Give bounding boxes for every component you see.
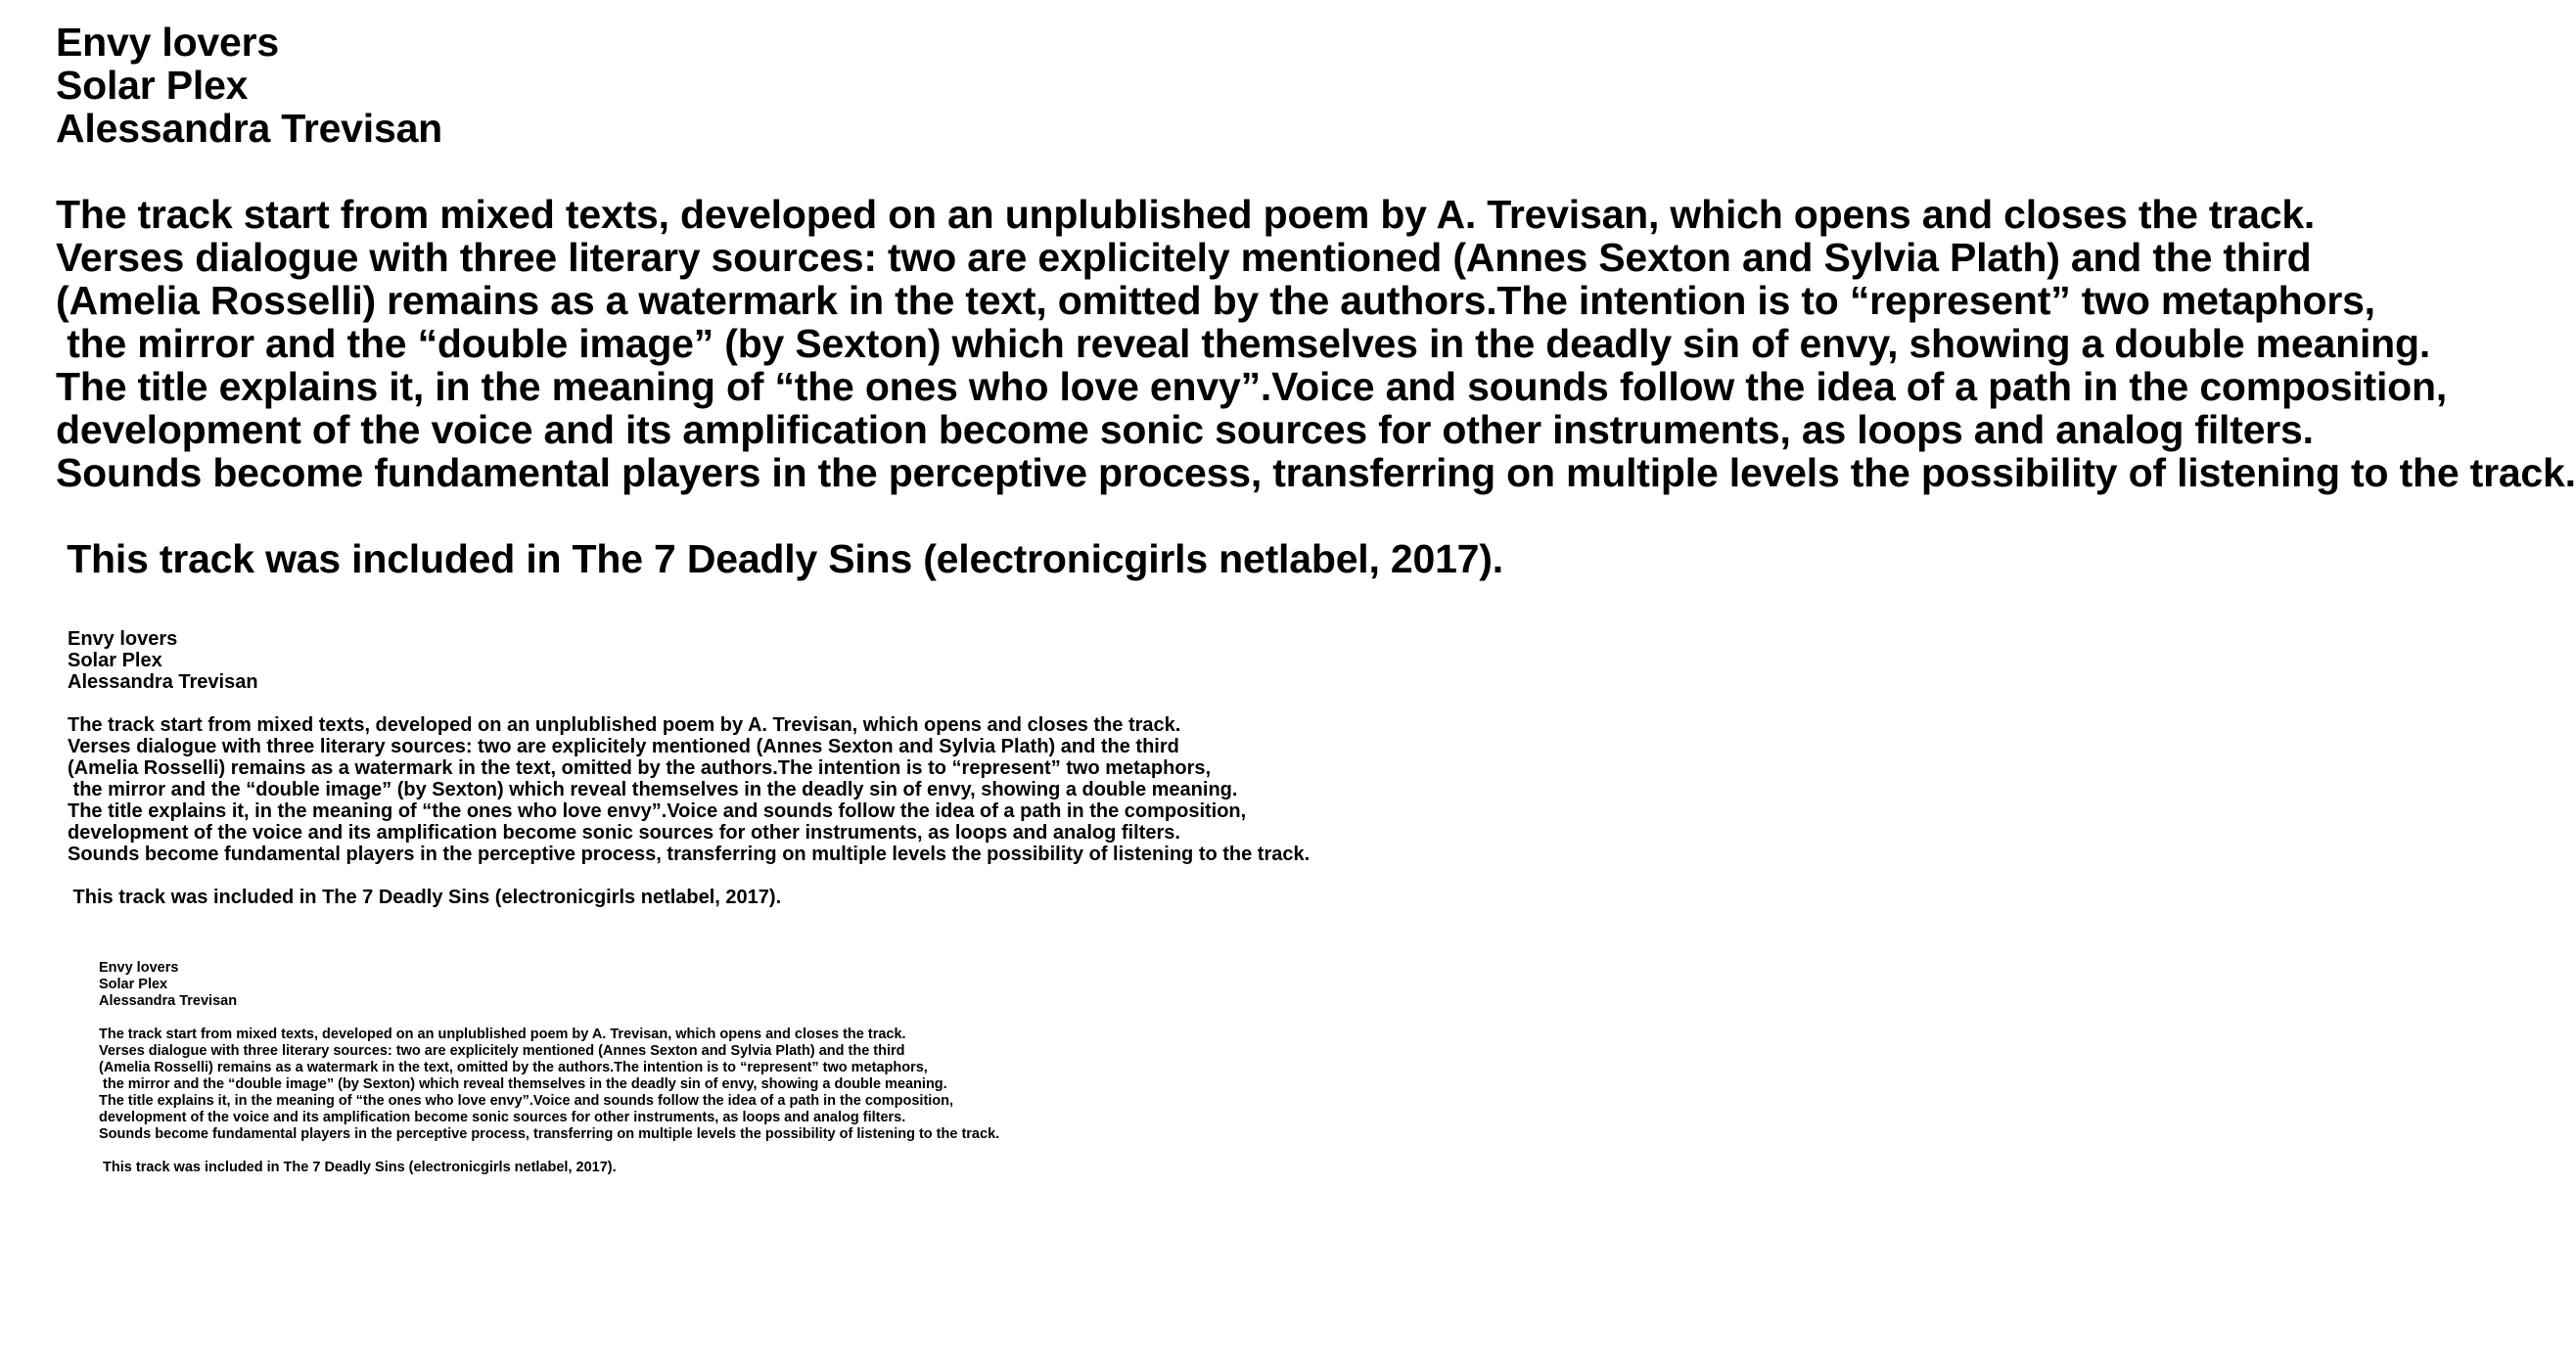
track-artist: Solar Plex: [56, 63, 249, 108]
description-line: (Amelia Rosselli) remains as a watermark in the text, omitted by the authors.The intention is to “represent” two metaphors,: [68, 757, 1212, 779]
description-line: The title explains it, in the meaning of “the ones who love envy”.Voice and sounds follow the idea of a path in the composition,: [99, 1093, 954, 1109]
description-line: Verses dialogue with three literary sources: two are explicitely mentioned (Annes Sexton and Sylvia Plath) and the third: [56, 235, 2312, 280]
description-line: Verses dialogue with three literary sources: two are explicitely mentioned (Annes Sexton and Sylvia Plath) and the third: [68, 736, 1179, 757]
track-author: Alessandra Trevisan: [68, 671, 258, 693]
description-line: The track start from mixed texts, developed on an unplublished poem by A. Trevisan, which opens and closes the track.: [56, 192, 2316, 237]
description-line: Sounds become fundamental players in the perceptive process, transferring on multiple levels the possibility of listening to the track.: [68, 844, 1311, 865]
release-note: This track was included in The 7 Deadly Sins (electronicgirls netlabel, 2017).: [68, 887, 782, 908]
track-title: Envy lovers: [68, 628, 178, 650]
description-line: development of the voice and its amplification become sonic sources for other instruments, as loops and analog filters.: [99, 1110, 906, 1125]
description-line: the mirror and the “double image” (by Sexton) which reveal themselves in the deadly sin of envy, showing a double meaning.: [99, 1076, 947, 1092]
description-line: The title explains it, in the meaning of “the ones who love envy”.Voice and sounds follow the idea of a path in the composition,: [56, 364, 2448, 409]
release-note: This track was included in The 7 Deadly Sins (electronicgirls netlabel, 2017).: [99, 1160, 617, 1175]
description-line: (Amelia Rosselli) remains as a watermark in the text, omitted by the authors.The intention is to “represent” two metaphors,: [56, 278, 2375, 323]
description-line: The track start from mixed texts, developed on an unplublished poem by A. Trevisan, which opens and closes the track.: [68, 714, 1181, 736]
track-artist: Solar Plex: [68, 650, 162, 671]
track-title: Envy lovers: [56, 20, 279, 65]
track-author: Alessandra Trevisan: [56, 106, 443, 151]
release-note: This track was included in The 7 Deadly Sins (electronicgirls netlabel, 2017).: [56, 536, 1503, 581]
description-line: The title explains it, in the meaning of “the ones who love envy”.Voice and sounds follow the idea of a path in the composition,: [68, 800, 1247, 822]
description-line: the mirror and the “double image” (by Sexton) which reveal themselves in the deadly sin of envy, showing a double meaning.: [56, 321, 2431, 366]
track-author: Alessandra Trevisan: [99, 993, 238, 1009]
description-line: Sounds become fundamental players in the perceptive process, transferring on multiple levels the possibility of listening to the track.: [56, 450, 2576, 495]
track-artist: Solar Plex: [99, 977, 168, 992]
description-line: Sounds become fundamental players in the perceptive process, transferring on multiple levels the possibility of listening to the track.: [99, 1126, 1000, 1142]
description-line: Verses dialogue with three literary sources: two are explicitely mentioned (Annes Sexton and Sylvia Plath) and the third: [99, 1043, 905, 1059]
track-title: Envy lovers: [99, 960, 179, 976]
description-line: (Amelia Rosselli) remains as a watermark in the text, omitted by the authors.The intention is to “represent” two metaphors,: [99, 1060, 928, 1075]
description-line: development of the voice and its amplification become sonic sources for other instruments, as loops and analog filters.: [68, 822, 1180, 844]
description-line: The track start from mixed texts, developed on an unplublished poem by A. Trevisan, which opens and closes the track.: [99, 1027, 906, 1042]
description-line: the mirror and the “double image” (by Sexton) which reveal themselves in the deadly sin of envy, showing a double meaning.: [68, 779, 1238, 800]
description-line: development of the voice and its amplification become sonic sources for other instruments, as loops and analog filters.: [56, 407, 2314, 452]
